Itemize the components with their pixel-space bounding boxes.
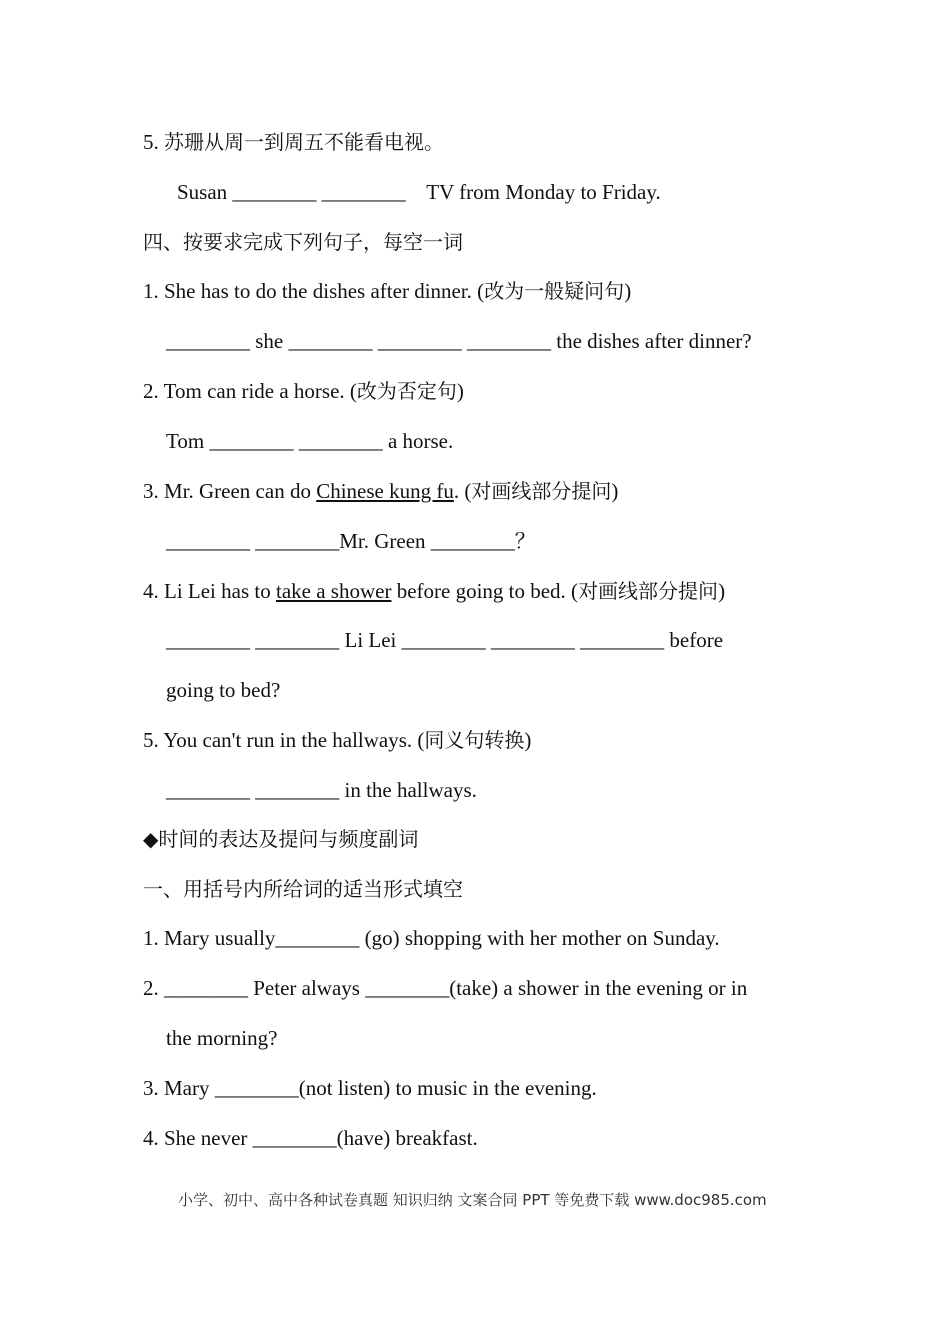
section-4-question-2-answer: Tom ________ ________ a horse.	[166, 429, 454, 453]
instruction-text: 对画线部分提问	[578, 579, 719, 603]
question-5-answer-line: Susan ________ ________ TV from Monday to Friday.	[177, 180, 661, 204]
underlined-phrase: Chinese kung fu	[316, 479, 454, 503]
question-text-tail: . (	[453, 479, 472, 503]
question-text: 1. She has to do the dishes after dinner. (	[143, 279, 485, 303]
section-1-title: 一、用括号内所给词的适当形式填空	[143, 877, 463, 901]
closing-paren: )	[524, 728, 532, 752]
instruction-text: 改为否定句	[356, 379, 457, 403]
question-5-prompt	[143, 128, 444, 156]
section-4-question-3-answer: ________ ________Mr. Green ________？	[166, 529, 536, 553]
section-4-title: 四、按要求完成下列句子，每空一词	[143, 230, 463, 254]
section-4-question-4-answer-line-2: going to bed?	[166, 678, 281, 702]
instruction-text: 同义句转换	[424, 728, 525, 752]
section-1-question-1: 1. Mary usually________ (go) shopping with her mother on Sunday.	[143, 926, 720, 950]
topic-title: 时间的表达及提问与频度副词	[158, 827, 419, 851]
diamond-icon: ◆	[143, 827, 159, 851]
section-1-question-3: 3. Mary ________(not listen) to music in the evening.	[143, 1076, 597, 1100]
section-4-question-2	[143, 377, 464, 405]
instruction-text: 对画线部分提问	[471, 479, 612, 503]
question-text: 5. You can't run in the hallways. (	[143, 728, 425, 752]
section-4-question-4-answer-line-1: ________ ________ Li Lei ________ ________ ________ before	[166, 628, 724, 652]
section-4-question-5	[143, 726, 531, 754]
question-text-tail: before going to bed. (	[391, 579, 579, 603]
page-footer: 小学、初中、高中各种试卷真题 知识归纳 文案合同 PPT 等免费下载 www.doc985.com	[178, 1191, 767, 1209]
section-4-question-1	[143, 277, 631, 305]
topic-heading	[143, 825, 418, 853]
section-1-question-4: 4. She never ________(have) breakfast.	[143, 1126, 478, 1150]
question-text: 2. Tom can ride a horse. (	[143, 379, 357, 403]
question-chinese-text: 苏珊从周一到周五不能看电视。	[164, 130, 444, 154]
closing-paren: )	[624, 279, 632, 303]
question-number: 5.	[143, 130, 159, 154]
section-4-question-1-answer: ________ she ________ ________ ________ the dishes after dinner?	[166, 329, 752, 353]
closing-paren: )	[718, 579, 726, 603]
instruction-text: 改为一般疑问句	[484, 279, 625, 303]
section-4-question-3	[143, 477, 618, 505]
section-1-question-2-line-2: the morning?	[166, 1026, 278, 1050]
closing-paren: )	[456, 379, 464, 403]
underlined-phrase: take a shower	[275, 579, 392, 603]
question-text: 4. Li Lei has to	[143, 579, 276, 603]
closing-paren: )	[611, 479, 619, 503]
question-text: 3. Mr. Green can do	[143, 479, 317, 503]
section-1-question-2-line-1: 2. ________ Peter always ________(take) a shower in the evening or in	[143, 976, 748, 1000]
section-4-question-4	[143, 577, 725, 605]
section-4-question-5-answer: ________ ________ in the hallways.	[166, 778, 477, 802]
